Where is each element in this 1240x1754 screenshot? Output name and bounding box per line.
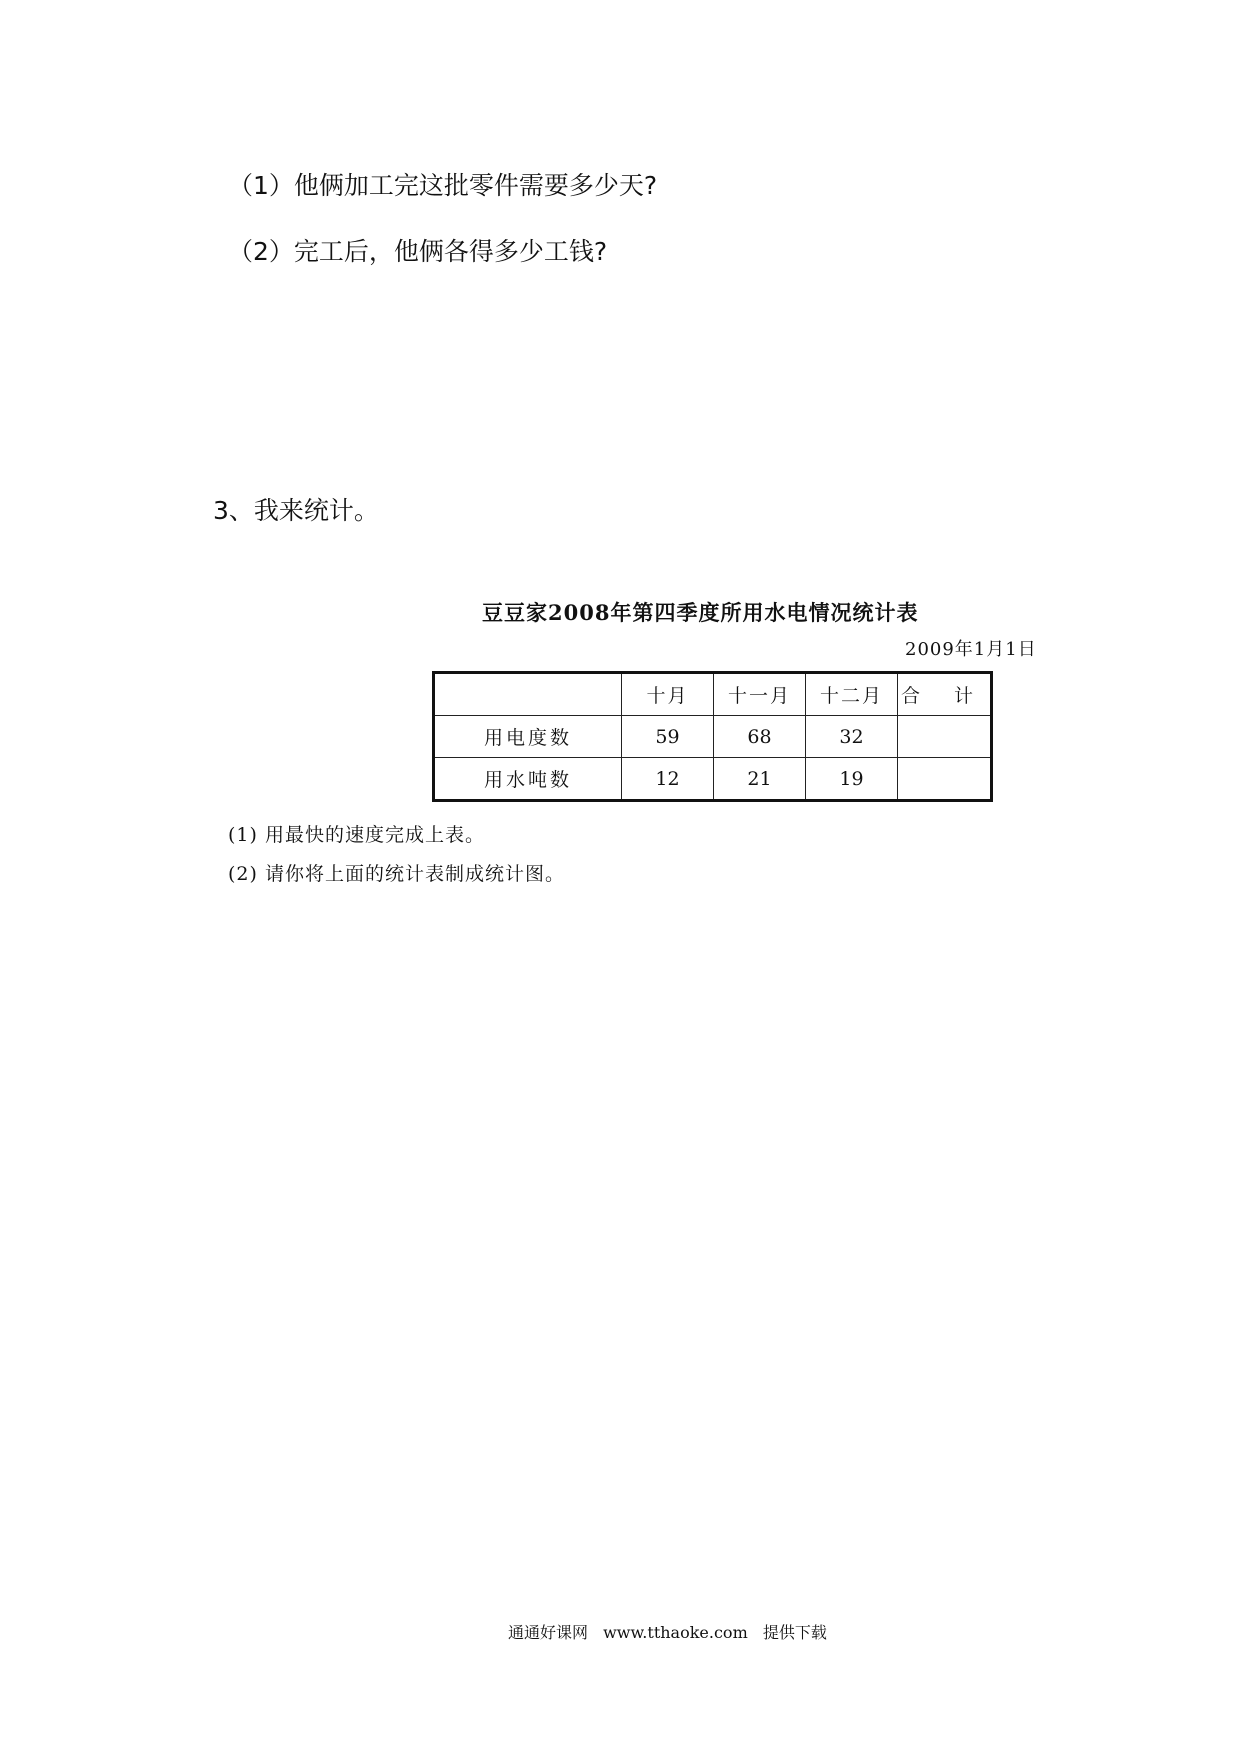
question-2: （2）完工后，他俩各得多少工钱?	[228, 237, 608, 266]
table-row	[434, 716, 992, 758]
section-3-heading: 3、我来统计。	[213, 496, 379, 525]
footer-site-name: 通通好课网	[508, 1623, 589, 1642]
table-date: 2009年1月1日	[905, 639, 1037, 660]
header-cell-oct: 十月	[622, 673, 714, 716]
cell-water-nov: 21	[714, 758, 806, 801]
header-cell-total: 合 计	[898, 673, 992, 716]
sub-question-1: (1) 用最快的速度完成上表。	[228, 824, 485, 846]
row-label-water: 用水吨数	[434, 758, 622, 801]
table-title: 豆豆家2008年第四季度所用水电情况统计表	[482, 600, 919, 625]
stats-table	[432, 671, 993, 802]
cell-electricity-dec: 32	[806, 716, 898, 758]
row-label-electricity: 用电度数	[434, 716, 622, 758]
footer-suffix: 提供下载	[762, 1623, 827, 1642]
cell-electricity-total[interactable]	[898, 716, 992, 758]
cell-water-total[interactable]	[898, 758, 992, 801]
sub-question-2: (2) 请你将上面的统计表制成统计图。	[228, 863, 565, 885]
table-row	[434, 758, 992, 801]
cell-water-dec: 19	[806, 758, 898, 801]
header-cell-blank	[434, 673, 622, 716]
footer-url[interactable]: www.tthaoke.com	[603, 1623, 748, 1642]
header-cell-dec: 十二月	[806, 673, 898, 716]
page-footer	[508, 1620, 837, 1643]
header-cell-nov: 十一月	[714, 673, 806, 716]
cell-water-oct: 12	[622, 758, 714, 801]
cell-electricity-oct: 59	[622, 716, 714, 758]
question-1: （1）他俩加工完这批零件需要多少天?	[228, 171, 658, 200]
table-header-row	[434, 673, 992, 716]
cell-electricity-nov: 68	[714, 716, 806, 758]
